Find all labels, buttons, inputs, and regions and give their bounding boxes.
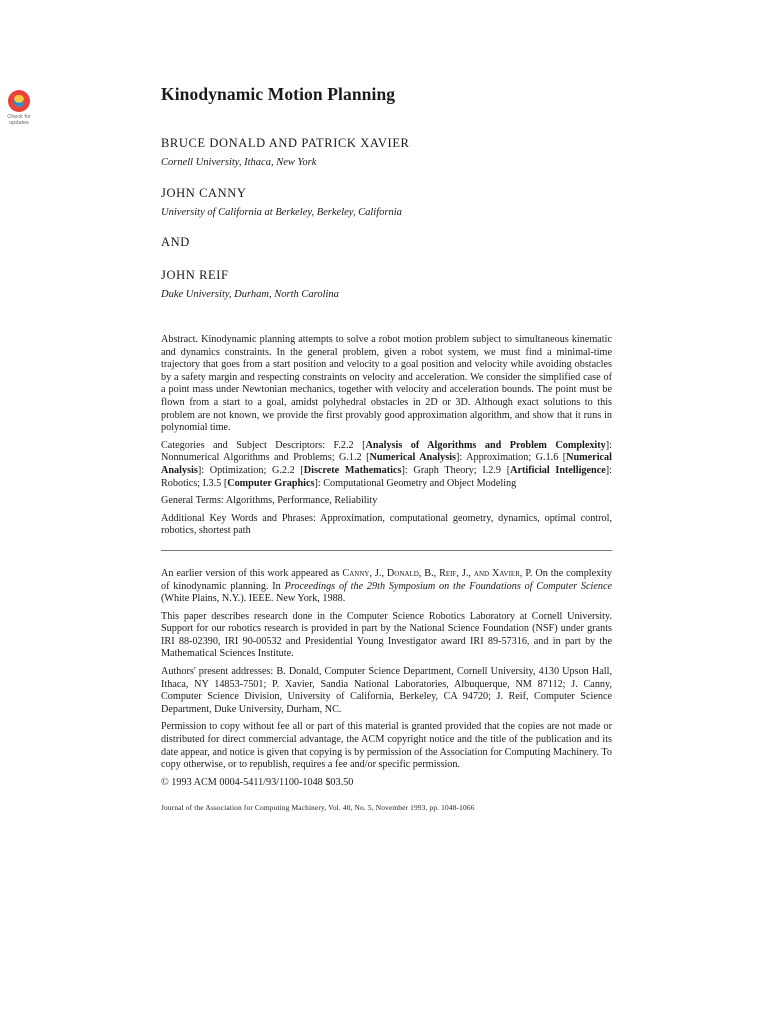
author-affiliation: University of California at Berkeley, Berkeley, California [161,207,402,218]
copyright-line: © 1993 ACM 0004-5411/93/1100-1048 $03.50 [161,776,354,788]
permission-notice: Permission to copy without fee all or part of this material is granted provided that the copies are not made or distributed for direct commercial advantage, the ACM copyright notice and the title of the publication and its date appear, and notice is given that copying is by permission of the Association for Computing Machinery. To copy otherwise, or to republish, requires a fee and/or specific permission. [161,721,612,771]
author-line: JOHN CANNY [161,186,247,200]
author-line: JOHN REIF [161,268,229,282]
check-for-updates-badge[interactable] [3,90,35,126]
article-title: Kinodynamic Motion Planning [161,84,396,104]
keywords: Additional Key Words and Phrases: Approximation, computational geometry, dynamics, optimal control, robotics, shortest path [161,512,612,537]
categories-descriptors: Categories and Subject Descriptors: F.2.2 [Analysis of Algorithms and Problem Complexity]: Nonnumerical Algorithms and Problems; G.1.2 [Numerical Analysis]: Approximation; G.1.6 [Numerical Analysis]: Optimization; G.2.2 [Discrete Mathematics]: Graph Theory; I.2.9 [Artificial Intelligence]: Robotics; I.3.5 [Computer Graphics]: Computational Geometry and Object Modeling [161,439,612,489]
author-affiliation: Cornell University, Ithaca, New York [161,157,317,168]
footnote-divider [161,550,612,551]
author-affiliation: Duke University, Durham, North Carolina [161,289,339,300]
abstract: Abstract. Kinodynamic planning attempts to solve a robot motion problem subject to simultaneous kinematic and dynamics constraints. In the general problem, given a robot system, we must find a minimal-time trajectory that goes from a start position and velocity to a goal position and velocity while avoiding obstacles by a safety margin and respecting constraints on velocity and acceleration. We consider the simplified case of a point mass under Newtonian mechanics, together with velocity and acceleration bounds. The point must be flown from a start to a goal, amidst polyhedral obstacles in 2D or 3D. Although exact solutions to this problem are not known, we provide the first provably good approximation algorithm, and show that it runs in polynomial time. [161,334,612,434]
author-addresses: Authors' present addresses: B. Donald, Computer Science Department, Cornell University, 4130 Upson Hall, Ithaca, NY 14853-7501; P. Xavier, Sandia National Laboratories, Albuquerque, NM 87112; J. Canny, Computer Science Division, University of California, Berkeley, CA 94720; J. Reif, Computer Science Department, Duke University, Durham, NC. [161,666,612,715]
author-conjunction: AND [161,235,190,249]
crossmark-icon [8,90,30,112]
earlier-version-note: An earlier version of this work appeared as Canny, J., Donald, B., Reif, J., and Xavier, P. On the complexity of kinodynamic planning. In Proceedings of the 29th Symposium on the Foundations of Computer Science (White Plains, N.Y.). IEEE. New York, 1988. [161,567,613,605]
article-first-page [161,84,612,812]
general-terms: General Terms: Algorithms, Performance, Reliability [161,495,378,507]
funding-note: This paper describes research done in the Computer Science Robotics Laboratory at Cornell University. Support for our robotics research is provided in part by the National Science Foundation (NSF) under grants IRI 88-02390, IRI 90-00532 and Presidential Young Investigator award IRI 89-57316, and in part by the Mathematical Sciences Institute. [161,610,612,660]
author-line: BRUCE DONALD AND PATRICK XAVIER [161,136,410,150]
badge-label: Check for updates [7,114,31,126]
journal-citation: Journal of the Association for Computing Machinery, Vol. 40, No. 5, November 1993, pp. 1048-1066 [161,803,475,813]
